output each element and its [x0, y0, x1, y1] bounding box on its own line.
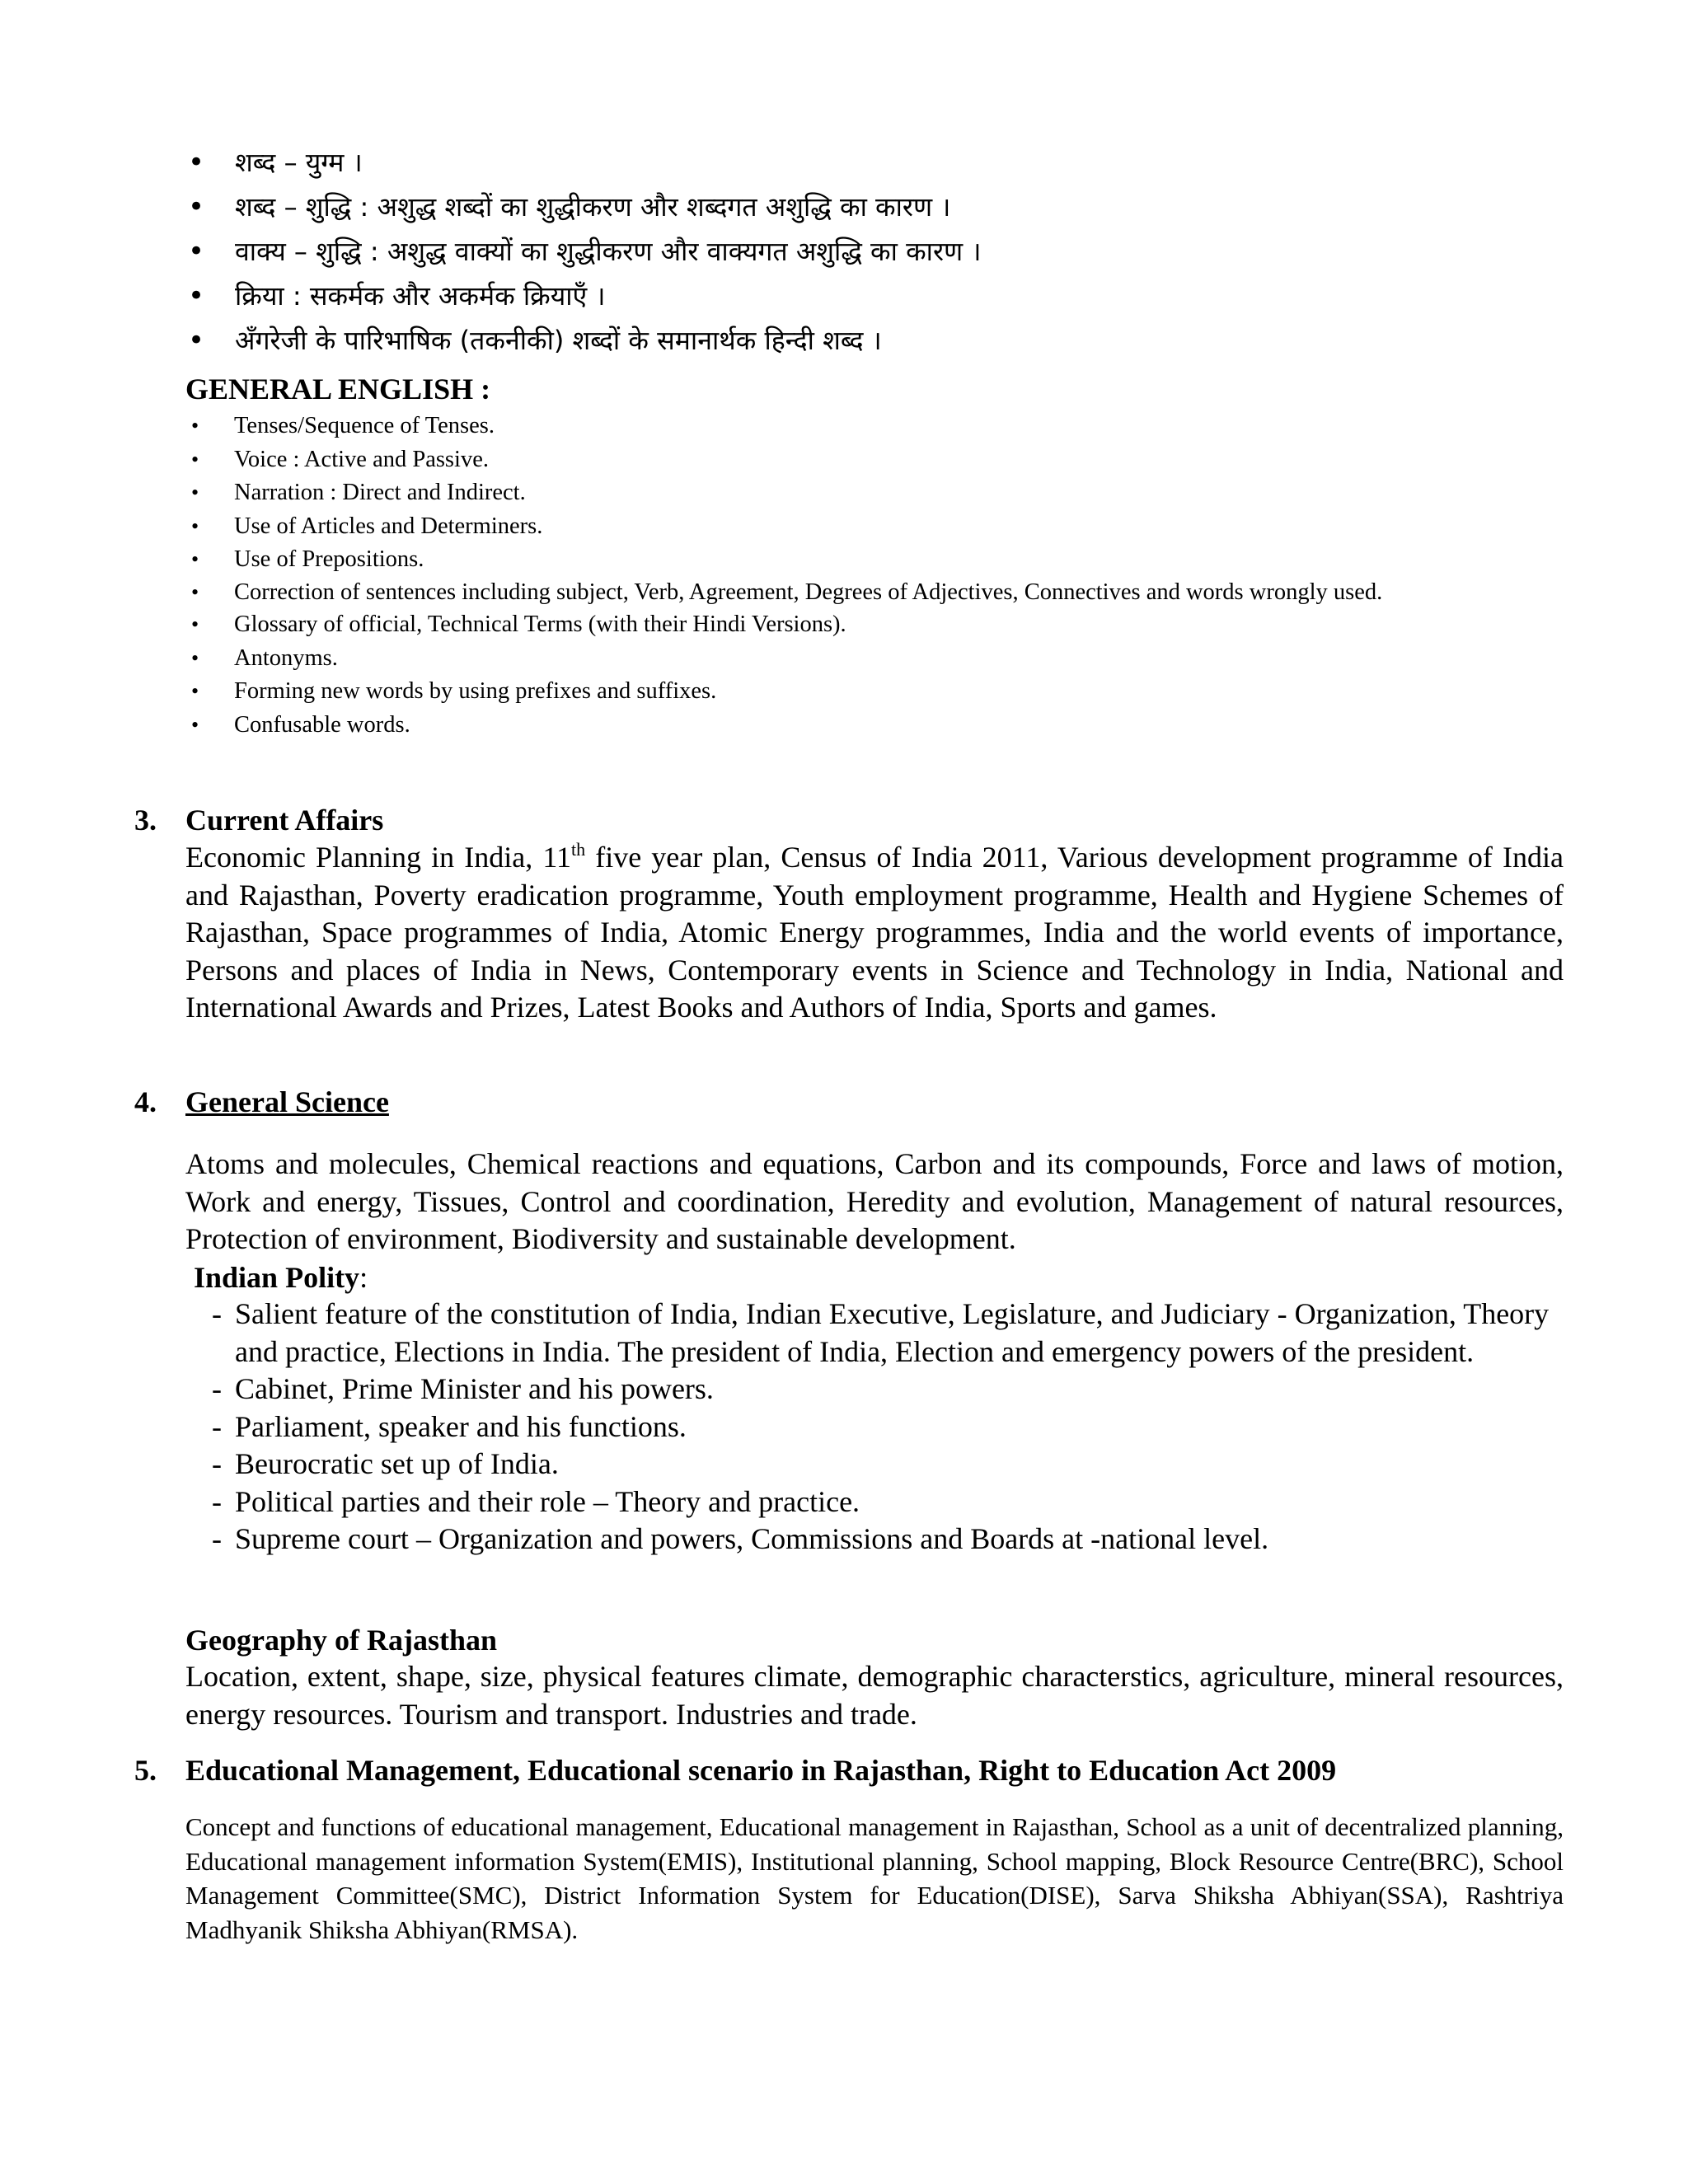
list-item: - Cabinet, Prime Minister and his powers.	[206, 1371, 1566, 1408]
list-item: • वाक्य – शुद्धि : अशुद्ध वाक्यों का शुद्धीकरण और वाक्यगत अशुद्धि का कारण ।	[185, 229, 1570, 274]
list-item: • Confusable words.	[191, 710, 1568, 741]
list-item: • शब्द – शुद्धि : अशुद्ध शब्दों का शुद्धीकरण और शब्दगत अशुद्धि का कारण ।	[185, 185, 1570, 229]
list-item: - Beurocratic set up of India.	[206, 1446, 1566, 1483]
section-number: 4.	[134, 1085, 157, 1118]
list-item: • Use of Articles and Determiners.	[191, 511, 1568, 542]
list-item: • शब्द – युग्म ।	[185, 140, 1570, 185]
hindi-topic-list	[185, 140, 1570, 363]
geography-heading: Geography of Rajasthan	[185, 1624, 498, 1657]
general-science-text: Atoms and molecules, Chemical reactions and equations, Carbon and its compounds, Force and laws of motion, Work and energy, Tissues, Control and coordination, Heredity and evolution, Management of natural resources, Protection of environment, Biodiversity and sustainable development.	[185, 1147, 1564, 1255]
current-affairs-text: Economic Planning in India, 11th five year plan, Census of India 2011, Various development programme of India and Rajasthan, Poverty eradication programme, Youth employment programme, Health and Hygiene Schemes of Rajasthan, Space programmes of India, Atomic Energy programmes, India and the world events of importance, Persons and places of India in News, Contemporary events in Science and Technology in India, National and International Awards and Prizes, Latest Books and Authors of India, Sports and games.	[185, 839, 1564, 1024]
list-item: • अँगरेजी के पारिभाषिक (तकनीकी) शब्दों के समानार्थक हिन्दी शब्द ।	[185, 318, 1570, 363]
list-item: • क्रिया : सकर्मक और अकर्मक क्रियाएँ ।	[185, 274, 1570, 318]
section-heading-general-science: General Science	[185, 1085, 389, 1118]
general-english-list	[191, 410, 1568, 743]
general-english-heading: GENERAL ENGLISH :	[185, 373, 491, 405]
list-item: - Parliament, speaker and his functions.	[206, 1408, 1566, 1446]
list-item: • Antonyms.	[191, 643, 1568, 674]
list-item: • Use of Prepositions.	[191, 544, 1568, 575]
list-item: - Supreme court – Organization and powers, Commissions and Boards at -national level.	[206, 1521, 1566, 1558]
section-number: 3.	[134, 804, 157, 837]
geography-text: Location, extent, shape, size, physical features climate, demographic characterstics, agriculture, mineral resources, energy resources. Tourism and transport. Industries and trade.	[185, 1660, 1564, 1731]
indian-polity-heading: Indian Polity:	[194, 1261, 368, 1294]
list-item: • Narration : Direct and Indirect.	[191, 477, 1568, 509]
section-number: 5.	[134, 1754, 157, 1787]
list-item: - Political parties and their role – Theory and practice.	[206, 1483, 1566, 1521]
educational-management-text: Concept and functions of educational management, Educational management in Rajasthan, School as a unit of decentralized planning, Educational management information System(EMIS), Institutional planning, School mapping, Block Resource Centre(BRC), School Management Committee(SMC), District Information System for Education(DISE), Sarva Shiksha Abhiyan(SSA), Rashtriya Madhyanik Shiksha Abhiyan(RMSA).	[185, 1812, 1564, 1944]
list-item: • Tenses/Sequence of Tenses.	[191, 410, 1568, 442]
list-item: • Voice : Active and Passive.	[191, 444, 1568, 476]
list-item: • Correction of sentences including subject, Verb, Agreement, Degrees of Adjectives, Connectives and words wrongly used.	[191, 578, 1568, 607]
list-item: • Forming new words by using prefixes and suffixes.	[191, 676, 1568, 707]
section-heading-current-affairs: Current Affairs	[185, 804, 384, 837]
section-heading-educational-management: Educational Management, Educational scenario in Rajasthan, Right to Education Act 2009	[185, 1754, 1337, 1787]
list-item: - Salient feature of the constitution of India, Indian Executive, Legislature, and Judiciary - Organization, Theory and practice, Elections in India. The president of India, Election and emergency powers of the president.	[206, 1296, 1566, 1371]
indian-polity-list	[206, 1296, 1566, 1558]
list-item: • Glossary of official, Technical Terms (with their Hindi Versions).	[191, 609, 1568, 640]
